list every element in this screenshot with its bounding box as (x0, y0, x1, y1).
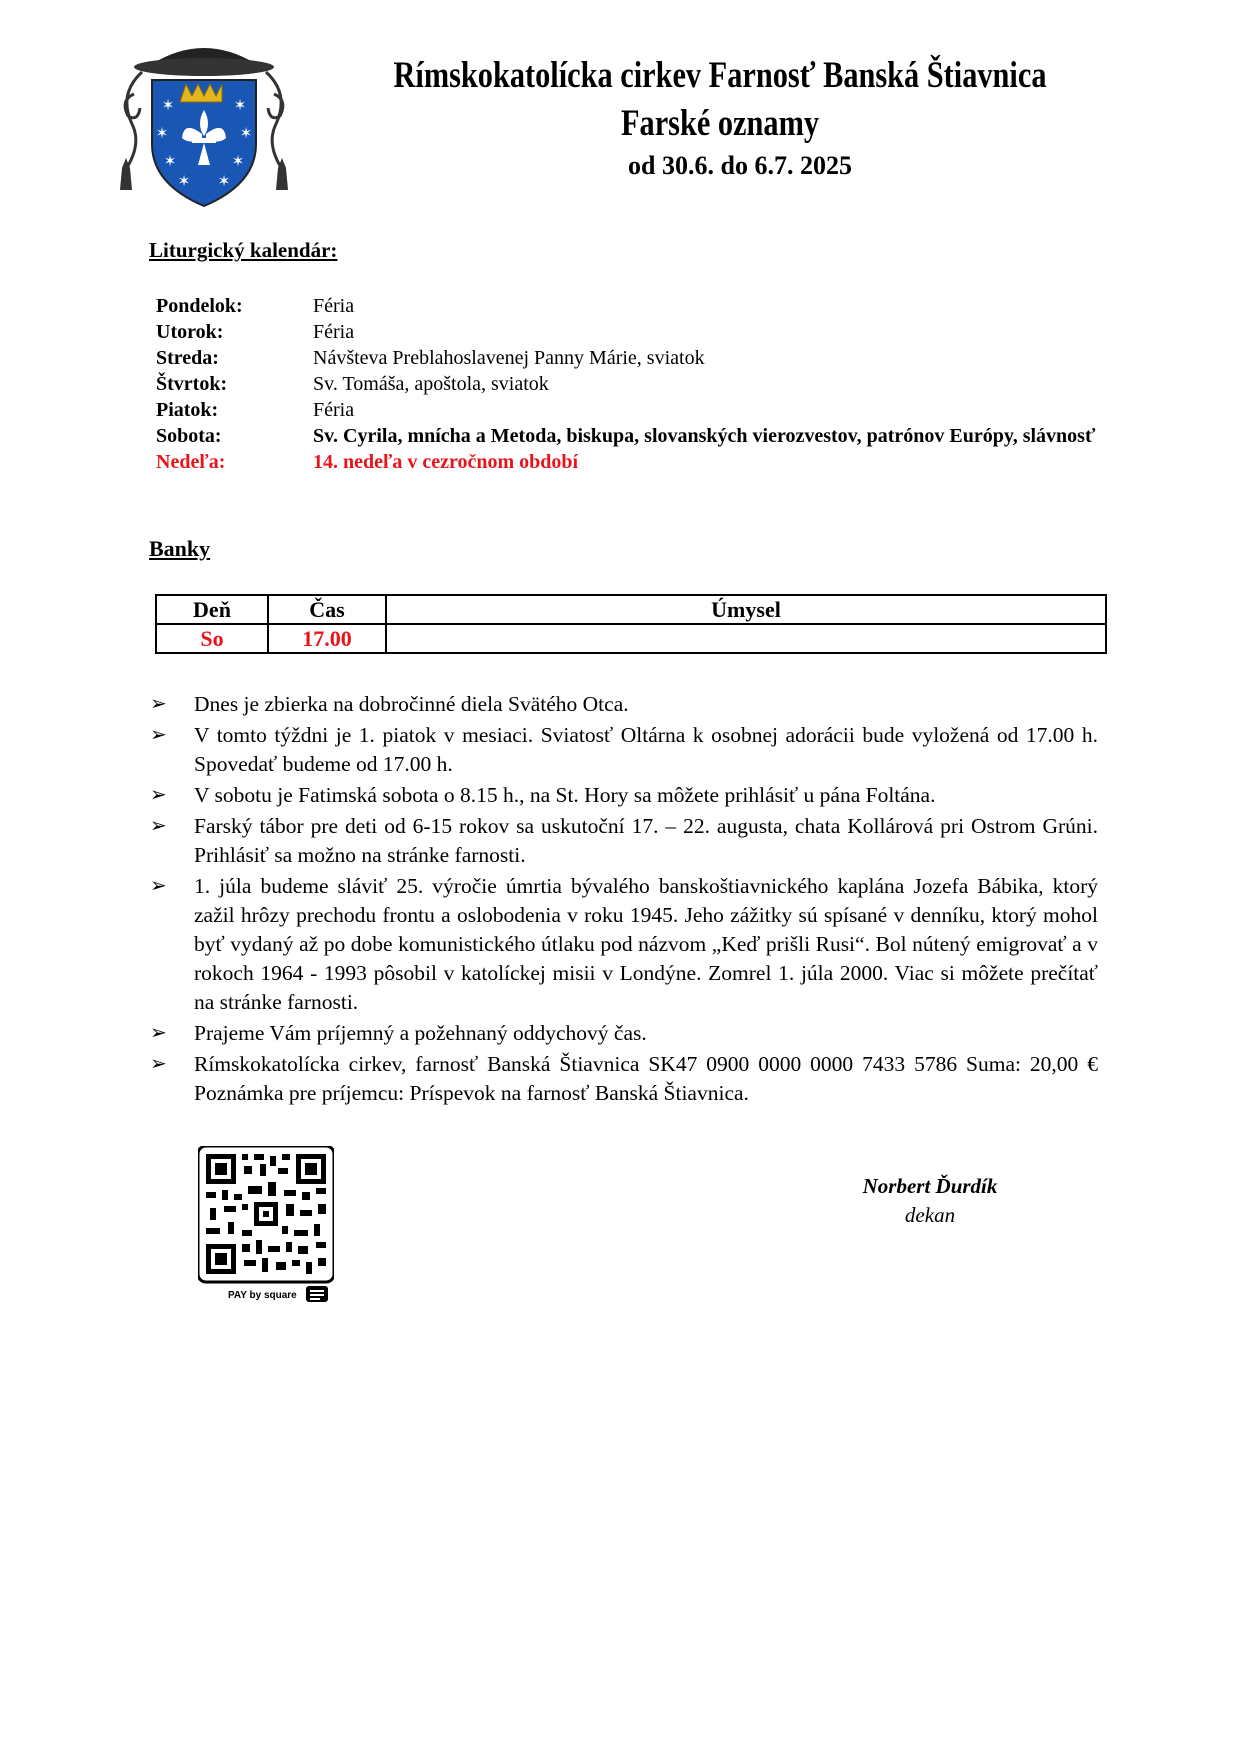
svg-text:✶: ✶ (231, 152, 245, 170)
calendar-day-text: 14. nedeľa v cezročnom období (313, 451, 579, 473)
svg-text:✶: ✶ (233, 96, 247, 114)
banns-heading: Banky (149, 536, 211, 561)
list-item: ➢ V tomto týždni je 1. piatok v mesiaci. Sviatosť Oltárna k osobnej adorácii bude vyložená od 17.00 h. Spovedať budeme od 17.00 h. (150, 721, 1098, 779)
list-item: ➢ Dnes je zbierka na dobročinné diela Svätého Otca. (150, 690, 1098, 719)
calendar-day-text: Sv. Cyrila, mnícha a Metoda, biskupa, slovanských vierozvestov, patrónov Európy, slávnosť (313, 425, 1096, 447)
column-header-day: Deň (156, 595, 268, 624)
calendar-row-wednesday (156, 345, 1096, 371)
svg-text:✶: ✶ (161, 96, 175, 114)
cell-time: 17.00 (268, 624, 386, 653)
calendar-row-monday (156, 293, 1096, 319)
calendar-day-label: Streda: (156, 347, 219, 369)
column-header-intention: Úmysel (386, 595, 1106, 624)
calendar-day-text: Féria (313, 399, 355, 421)
parish-title: Rímskokatolícka cirkev Farnosť Banská Štiavnica (393, 55, 1047, 96)
table-header-row (156, 595, 1106, 624)
calendar-row-tuesday (156, 319, 1096, 345)
arrow-bullet-icon: ➢ (150, 784, 167, 806)
arrow-bullet-icon: ➢ (150, 1053, 167, 1075)
announcements-list (150, 690, 1098, 1110)
calendar-day-text: Sv. Tomáša, apoštola, sviatok (313, 373, 549, 395)
calendar-row-saturday (156, 423, 1096, 449)
table-row (156, 624, 1106, 653)
svg-text:✶: ✶ (177, 172, 191, 190)
parish-coat-of-arms (112, 34, 296, 210)
calendar-row-friday (156, 397, 1096, 423)
calendar-day-label: Sobota: (156, 425, 222, 447)
arrow-bullet-icon: ➢ (150, 875, 167, 897)
calendar-day-label: Nedeľa: (156, 451, 226, 473)
document-header (300, 52, 1140, 184)
calendar-day-text: Féria (313, 321, 355, 343)
document-title: Farské oznamy (620, 103, 820, 144)
calendar-row-thursday (156, 371, 1096, 397)
cell-intention (386, 624, 1106, 653)
column-header-time: Čas (268, 595, 386, 624)
svg-text:✶: ✶ (217, 172, 231, 190)
arrow-bullet-icon: ➢ (150, 815, 167, 837)
list-item: ➢ V sobotu je Fatimská sobota o 8.15 h., na St. Hory sa môžete prihlásiť u pána Foltána. (150, 781, 1098, 810)
calendar-day-label: Pondelok: (156, 295, 243, 317)
calendar-day-label: Piatok: (156, 399, 219, 421)
qr-label: PAY by square (228, 1290, 297, 1301)
calendar-day-text: Féria (313, 295, 355, 317)
list-item: ➢ Prajeme Vám príjemný a požehnaný oddychový čas. (150, 1019, 1098, 1048)
arrow-bullet-icon: ➢ (150, 724, 167, 746)
liturgical-calendar-heading: Liturgický kalendár: (149, 238, 338, 262)
pay-by-square-qr-code (198, 1146, 334, 1302)
signature-block (830, 1172, 1030, 1230)
banns-table (155, 594, 1107, 654)
arrow-bullet-icon: ➢ (150, 1022, 167, 1044)
arrow-bullet-icon: ➢ (150, 693, 167, 715)
signatory-role: dekan (904, 1203, 956, 1227)
calendar-row-sunday (156, 449, 1096, 475)
calendar-day-label: Utorok: (156, 321, 224, 343)
svg-text:✶: ✶ (155, 124, 169, 142)
list-item: ➢ 1. júla budeme sláviť 25. výročie úmrtia bývalého banskoštiavnického kaplána Jozefa Bábika, ktorý zažil hrôzy prechodu frontu a oslobodenia v roku 1945. Jeho zážitky sú spísané v denníku, ktorý mohol byť vydaný až po dobe komunistického útlaku pod názvom „Keď prišli Rusi“. Bol nútený emigrovať a v rokoch 1964 - 1993 pôsobil v katolíckej misii v Londýne. Zomrel 1. júla 2000. Viac si môžete prečítať na stránke farnosti. (150, 872, 1098, 1017)
svg-text:✶: ✶ (239, 124, 253, 142)
calendar-day-text: Návšteva Preblahoslavenej Panny Márie, sviatok (313, 347, 705, 369)
date-range: od 30.6. do 6.7. 2025 (628, 151, 852, 180)
list-item: ➢ Farský tábor pre deti od 6-15 rokov sa uskutoční 17. – 22. augusta, chata Kollárová pri Ostrom Grúni. Prihlásiť sa možno na stránke farnosti. (150, 812, 1098, 870)
svg-text:✶: ✶ (163, 152, 177, 170)
calendar-day-label: Štvrtok: (156, 373, 228, 395)
cell-day: So (156, 624, 268, 653)
signatory-name: Norbert Ďurdík (862, 1174, 998, 1198)
list-item: ➢ Rímskokatolícka cirkev, farnosť Banská Štiavnica SK47 0900 0000 0000 7433 5786 Suma: 20,00 € Poznámka pre príjemcu: Príspevok na farnosť Banská Štiavnica. (150, 1050, 1098, 1108)
liturgical-calendar (156, 293, 1096, 475)
